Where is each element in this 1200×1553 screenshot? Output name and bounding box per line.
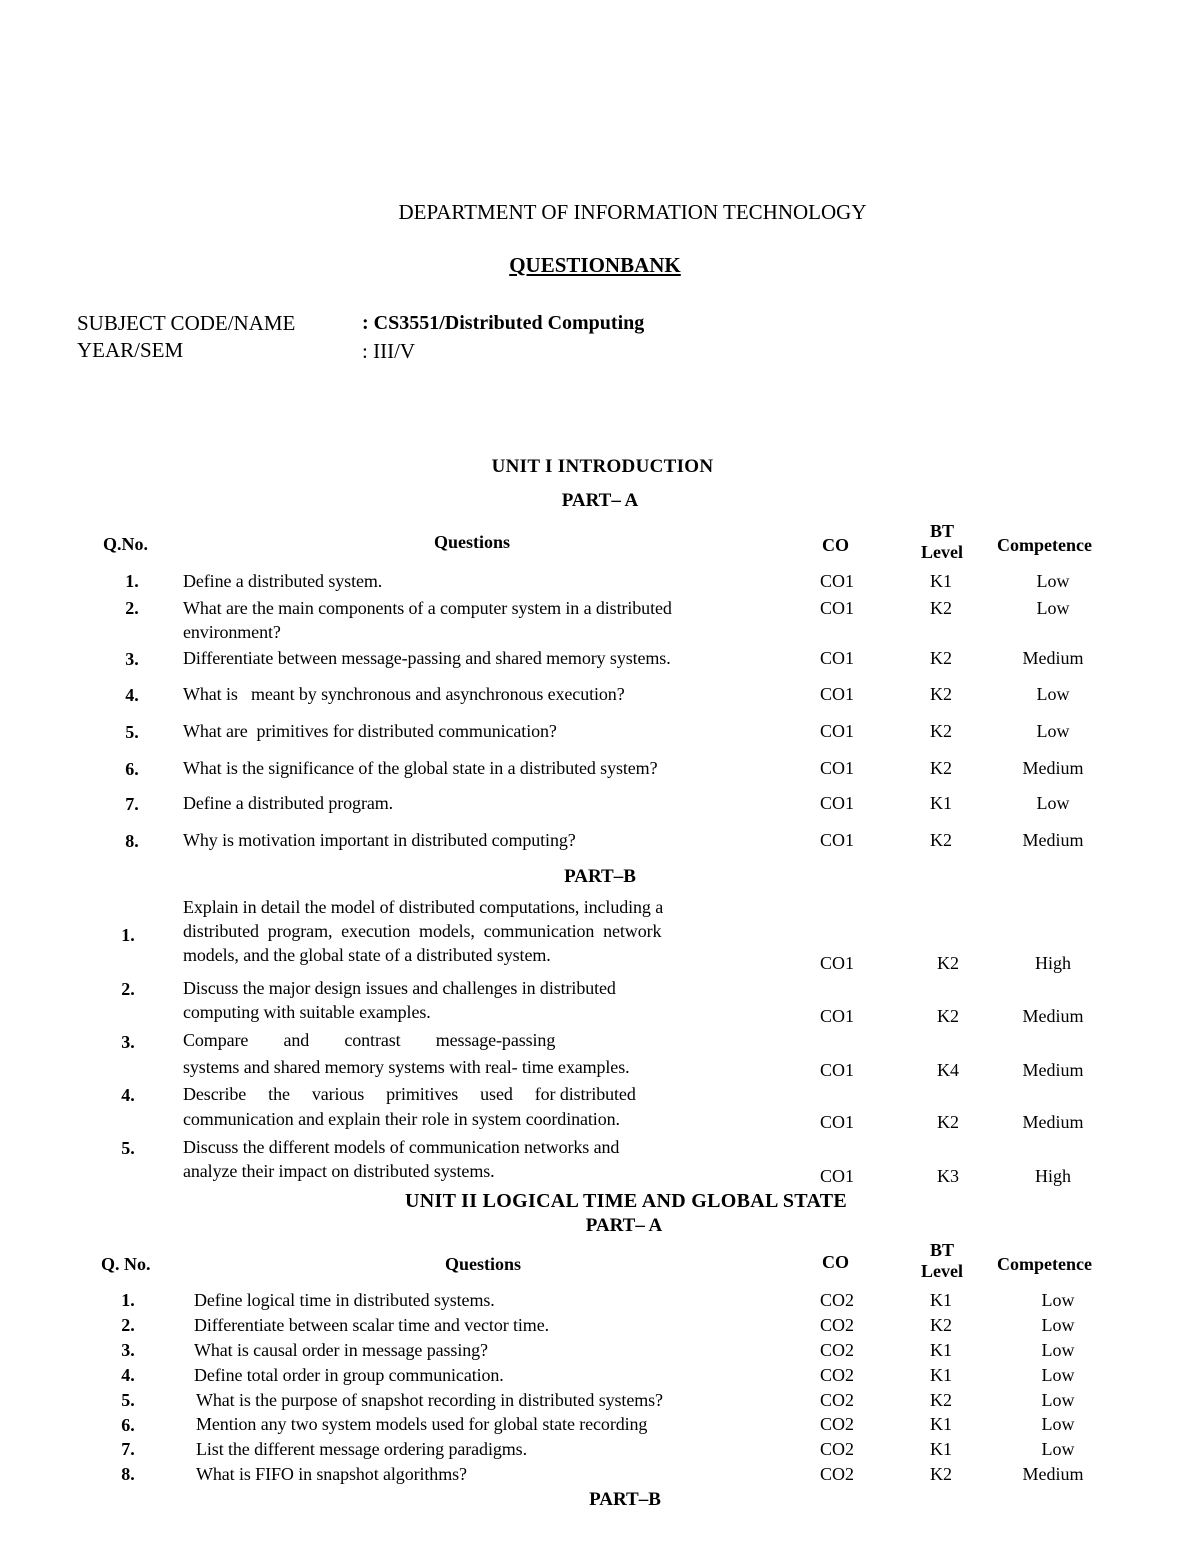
- competence-value: High: [1035, 1166, 1071, 1186]
- question-number: 5.: [121, 1390, 135, 1410]
- unit2-part-a-title: PART– A: [585, 1215, 663, 1236]
- question-text-cont: models, and the global state of a distributed system.: [183, 945, 551, 965]
- bt-value: K1: [930, 1439, 952, 1459]
- question-text: Define total order in group communication.: [194, 1365, 504, 1385]
- co-value: CO1: [819, 1112, 854, 1132]
- competence-value: Low: [1036, 684, 1070, 704]
- competence-value: Low: [1041, 1315, 1075, 1335]
- competence-value: Low: [1041, 1340, 1075, 1360]
- question-text-cont: environment?: [183, 622, 281, 642]
- co-value: CO1: [819, 1166, 854, 1186]
- co-value: CO1: [819, 598, 854, 618]
- question-text: Compare and contrast message-passing: [183, 1030, 556, 1050]
- question-text: Describe the various primitives used for distributed: [183, 1084, 636, 1104]
- department-heading: DEPARTMENT OF INFORMATION TECHNOLOGY: [398, 200, 867, 224]
- question-text: Explain in detail the model of distributed computations, including a: [183, 897, 664, 917]
- question-number: 5.: [125, 722, 139, 742]
- question-number: 8.: [125, 831, 139, 851]
- question-number: 6.: [125, 759, 139, 779]
- question-text-cont: distributed program, execution models, communication network: [183, 921, 662, 941]
- question-number: 7.: [121, 1439, 135, 1459]
- question-number: 7.: [125, 794, 139, 814]
- co-value: CO2: [819, 1315, 854, 1335]
- question-text: What is meant by synchronous and asynchronous execution?: [183, 684, 625, 704]
- question-text: Discuss the different models of communication networks and: [183, 1137, 620, 1157]
- competence-value: Low: [1041, 1390, 1075, 1410]
- bt-value: K1: [930, 1290, 952, 1310]
- question-text: What is the significance of the global state in a distributed system?: [183, 758, 658, 778]
- bt-value: K2: [930, 758, 952, 778]
- unit1-part-a-title: PART– A: [561, 490, 639, 511]
- co-value: CO1: [819, 684, 854, 704]
- co-value: CO1: [819, 571, 854, 591]
- competence-value: Medium: [1022, 1464, 1084, 1484]
- bt-value: K2: [930, 684, 952, 704]
- question-number: 3.: [121, 1032, 135, 1052]
- question-number: 2.: [121, 979, 135, 999]
- competence-value: Medium: [1022, 648, 1084, 668]
- bt-value: K1: [930, 793, 952, 813]
- bt-value: K2: [930, 598, 952, 618]
- competence-value: Medium: [1022, 830, 1084, 850]
- question-text: List the different message ordering paradigms.: [196, 1439, 527, 1459]
- co-value: CO2: [819, 1365, 854, 1385]
- bt-value: K4: [937, 1060, 959, 1080]
- question-text: Discuss the major design issues and challenges in distributed: [183, 978, 616, 998]
- question-text: What are the main components of a computer system in a distributed: [183, 598, 672, 618]
- question-text: What is the purpose of snapshot recording in distributed systems?: [196, 1390, 663, 1410]
- question-number: 1.: [125, 571, 139, 591]
- competence-value: Low: [1036, 598, 1070, 618]
- bt-value: K2: [937, 953, 959, 973]
- co-value: CO1: [819, 953, 854, 973]
- question-number: 5.: [121, 1138, 135, 1158]
- col-header-qno: Q.No.: [103, 534, 148, 554]
- bt-value: K2: [937, 1112, 959, 1132]
- question-number: 4.: [121, 1365, 135, 1385]
- col-header-bt-level: BT Level: [921, 521, 963, 562]
- document-title: QUESTIONBANK: [509, 253, 681, 277]
- question-number: 8.: [121, 1464, 135, 1484]
- question-number: 1.: [121, 1290, 135, 1310]
- question-text: Why is motivation important in distributed computing?: [183, 830, 576, 850]
- bt-value: K2: [930, 1464, 952, 1484]
- unit1-part-b-title: PART–B: [564, 866, 636, 887]
- question-text: What is causal order in message passing?: [194, 1340, 488, 1360]
- bt-value: K2: [930, 830, 952, 850]
- col-header-bt-level: BT Level: [921, 1240, 963, 1281]
- question-number: 2.: [121, 1315, 135, 1335]
- competence-value: Medium: [1022, 1060, 1084, 1080]
- co-value: CO2: [819, 1390, 854, 1410]
- question-text: What are primitives for distributed communication?: [183, 721, 557, 741]
- competence-value: Low: [1041, 1365, 1075, 1385]
- co-value: CO2: [819, 1340, 854, 1360]
- bt-value: K3: [937, 1166, 959, 1186]
- bt-value: K1: [930, 1414, 952, 1434]
- question-text: Mention any two system models used for global state recording: [196, 1414, 648, 1434]
- question-text-cont: communication and explain their role in system coordination.: [183, 1109, 620, 1129]
- year-value: : III/V: [362, 339, 416, 363]
- question-number: 1.: [121, 925, 135, 945]
- bt-value: K1: [930, 571, 952, 591]
- competence-value: Low: [1036, 793, 1070, 813]
- unit2-title: UNIT II LOGICAL TIME AND GLOBAL STATE: [405, 1190, 847, 1212]
- bt-value: K2: [930, 721, 952, 741]
- question-number: 2.: [125, 598, 139, 618]
- co-value: CO1: [819, 1060, 854, 1080]
- question-text: Define logical time in distributed systems.: [194, 1290, 495, 1310]
- co-value: CO2: [819, 1290, 854, 1310]
- unit2-part-b-title: PART–B: [589, 1489, 661, 1510]
- col-header-competence: Competence: [997, 535, 1092, 555]
- question-text-cont: systems and shared memory systems with real- time examples.: [183, 1057, 630, 1077]
- bt-value: K2: [930, 648, 952, 668]
- competence-value: Medium: [1022, 1006, 1084, 1026]
- competence-value: Low: [1041, 1439, 1075, 1459]
- competence-value: Medium: [1022, 758, 1084, 778]
- question-number: 4.: [121, 1085, 135, 1105]
- question-number: 6.: [121, 1415, 135, 1435]
- subject-value: : CS3551/Distributed Computing: [362, 312, 645, 334]
- question-text: What is FIFO in snapshot algorithms?: [196, 1464, 467, 1484]
- col-header-questions: Questions: [445, 1254, 522, 1274]
- question-text: Define a distributed program.: [183, 793, 394, 813]
- question-text: Define a distributed system.: [183, 571, 383, 591]
- competence-value: Low: [1041, 1290, 1075, 1310]
- question-text-cont: analyze their impact on distributed systems.: [183, 1161, 495, 1181]
- question-number: 3.: [125, 649, 139, 669]
- question-text: Differentiate between message-passing and shared memory systems.: [183, 648, 671, 668]
- bt-value: K1: [930, 1365, 952, 1385]
- co-value: CO1: [819, 1006, 854, 1026]
- co-value: CO2: [819, 1439, 854, 1459]
- question-number: 3.: [121, 1340, 135, 1360]
- year-label: YEAR/SEM: [77, 338, 184, 362]
- competence-value: High: [1035, 953, 1071, 973]
- col-header-competence: Competence: [997, 1254, 1092, 1274]
- question-number: 4.: [125, 685, 139, 705]
- co-value: CO1: [819, 793, 854, 813]
- question-text: Differentiate between scalar time and vector time.: [194, 1315, 550, 1335]
- unit1-title: UNIT I INTRODUCTION: [491, 456, 714, 477]
- co-value: CO1: [819, 758, 854, 778]
- subject-label: SUBJECT CODE/NAME: [77, 311, 296, 335]
- bt-value: K2: [930, 1390, 952, 1410]
- competence-value: Low: [1036, 571, 1070, 591]
- competence-value: Low: [1036, 721, 1070, 741]
- col-header-qno: Q. No.: [101, 1254, 151, 1274]
- competence-value: Medium: [1022, 1112, 1084, 1132]
- co-value: CO2: [819, 1414, 854, 1434]
- co-value: CO1: [819, 830, 854, 850]
- bt-value: K1: [930, 1340, 952, 1360]
- bt-value: K2: [937, 1006, 959, 1026]
- co-value: CO2: [819, 1464, 854, 1484]
- co-value: CO1: [819, 721, 854, 741]
- co-value: CO1: [819, 648, 854, 668]
- col-header-co: CO: [822, 535, 849, 555]
- col-header-questions: Questions: [434, 532, 511, 552]
- competence-value: Low: [1041, 1414, 1075, 1434]
- col-header-co: CO: [822, 1252, 849, 1272]
- bt-value: K2: [930, 1315, 952, 1335]
- question-text-cont: computing with suitable examples.: [183, 1002, 431, 1022]
